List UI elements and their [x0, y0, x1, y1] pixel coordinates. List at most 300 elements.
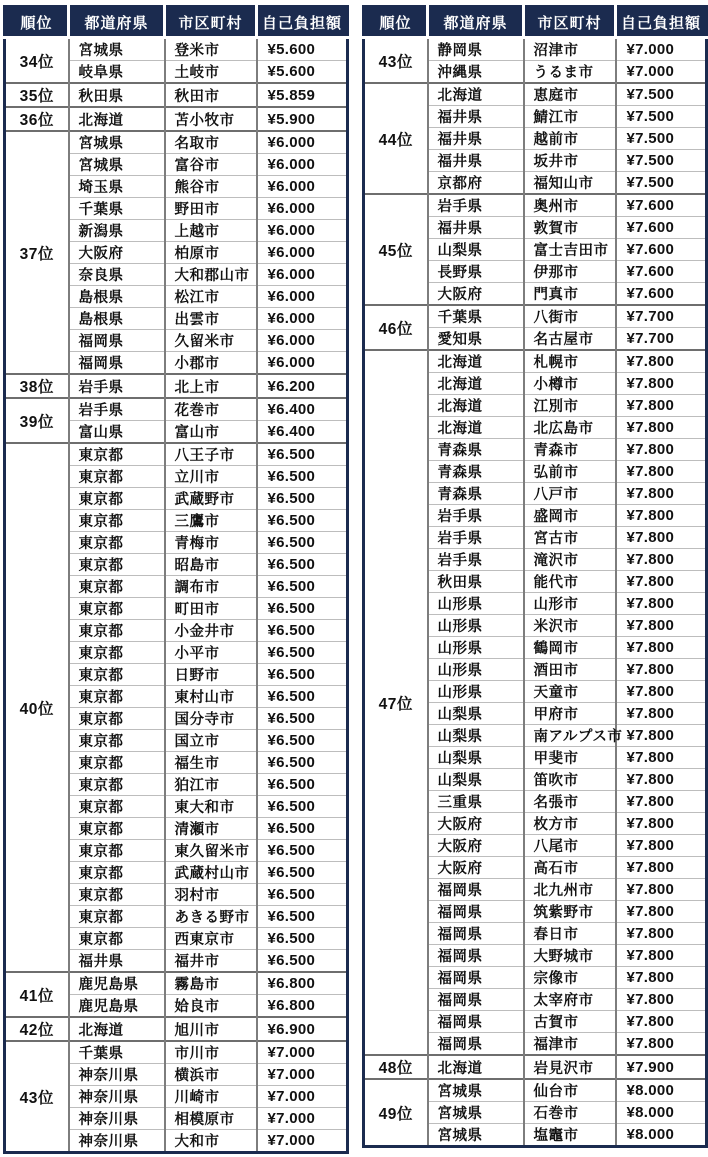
- amount-cell: ¥7.800: [616, 439, 707, 461]
- rank-cell: 43位: [364, 38, 428, 84]
- table-header-right: [364, 7, 707, 38]
- city-cell: 盛岡市: [524, 505, 616, 527]
- amount-cell: ¥7.500: [616, 106, 707, 128]
- table-row: [5, 83, 348, 107]
- table-row: [364, 350, 707, 373]
- amount-cell: ¥6.000: [257, 330, 348, 352]
- prefecture-cell: 北海道: [428, 373, 524, 395]
- header-city: 市区町村: [524, 7, 616, 38]
- city-cell: 甲府市: [524, 703, 616, 725]
- amount-cell: ¥6.000: [257, 286, 348, 308]
- prefecture-cell: 北海道: [428, 83, 524, 106]
- table-row: [5, 107, 348, 131]
- city-cell: 清瀬市: [165, 818, 257, 840]
- city-cell: 市川市: [165, 1041, 257, 1064]
- city-cell: 東久留米市: [165, 840, 257, 862]
- prefecture-cell: 東京都: [69, 510, 165, 532]
- city-cell: 大和郡山市: [165, 264, 257, 286]
- prefecture-cell: 北海道: [428, 417, 524, 439]
- header-amount: 自己負担額: [616, 7, 707, 38]
- prefecture-cell: 鹿児島県: [69, 972, 165, 995]
- amount-cell: ¥7.500: [616, 128, 707, 150]
- amount-cell: ¥7.800: [616, 989, 707, 1011]
- rank-table-left: [3, 5, 349, 1154]
- city-cell: 上越市: [165, 220, 257, 242]
- header-rank: 順位: [5, 7, 69, 38]
- amount-cell: ¥6.500: [257, 510, 348, 532]
- rank-cell: 42位: [5, 1017, 69, 1041]
- amount-cell: ¥6.200: [257, 374, 348, 398]
- city-cell: 武蔵村山市: [165, 862, 257, 884]
- prefecture-cell: 青森県: [428, 483, 524, 505]
- amount-cell: ¥7.500: [616, 172, 707, 195]
- prefecture-cell: 福岡県: [428, 1033, 524, 1056]
- rank-cell: 46位: [364, 305, 428, 350]
- prefecture-cell: 東京都: [69, 730, 165, 752]
- prefecture-cell: 北海道: [428, 350, 524, 373]
- prefecture-cell: 埼玉県: [69, 176, 165, 198]
- city-cell: 宗像市: [524, 967, 616, 989]
- prefecture-cell: 岩手県: [428, 194, 524, 217]
- table-row: [364, 1055, 707, 1079]
- city-cell: 八戸市: [524, 483, 616, 505]
- prefecture-cell: 東京都: [69, 686, 165, 708]
- table-row: [364, 1079, 707, 1102]
- amount-cell: ¥7.800: [616, 373, 707, 395]
- amount-cell: ¥6.800: [257, 995, 348, 1018]
- amount-cell: ¥6.500: [257, 950, 348, 973]
- prefecture-cell: 福岡県: [428, 901, 524, 923]
- prefecture-cell: 島根県: [69, 286, 165, 308]
- prefecture-cell: 青森県: [428, 439, 524, 461]
- amount-cell: ¥6.000: [257, 352, 348, 375]
- city-cell: 岩見沢市: [524, 1055, 616, 1079]
- city-cell: 富山市: [165, 421, 257, 444]
- prefecture-cell: 東京都: [69, 774, 165, 796]
- city-cell: 南アルプス市: [524, 725, 616, 747]
- city-cell: 伊那市: [524, 261, 616, 283]
- city-cell: 久留米市: [165, 330, 257, 352]
- prefecture-cell: 大阪府: [428, 283, 524, 306]
- city-cell: 小樽市: [524, 373, 616, 395]
- amount-cell: ¥7.000: [616, 61, 707, 84]
- amount-cell: ¥7.900: [616, 1055, 707, 1079]
- city-cell: 熊谷市: [165, 176, 257, 198]
- city-cell: 福井市: [165, 950, 257, 973]
- amount-cell: ¥7.800: [616, 725, 707, 747]
- city-cell: 川崎市: [165, 1086, 257, 1108]
- prefecture-cell: 宮城県: [428, 1079, 524, 1102]
- prefecture-cell: 山形県: [428, 593, 524, 615]
- amount-cell: ¥7.800: [616, 615, 707, 637]
- rank-cell: 47位: [364, 350, 428, 1055]
- amount-cell: ¥7.700: [616, 305, 707, 328]
- amount-cell: ¥7.800: [616, 571, 707, 593]
- amount-cell: ¥7.800: [616, 835, 707, 857]
- city-cell: 筑紫野市: [524, 901, 616, 923]
- city-cell: 敦賀市: [524, 217, 616, 239]
- amount-cell: ¥6.500: [257, 466, 348, 488]
- table-row: [5, 38, 348, 61]
- city-cell: 八街市: [524, 305, 616, 328]
- city-cell: 小金井市: [165, 620, 257, 642]
- amount-cell: ¥7.000: [257, 1130, 348, 1153]
- prefecture-cell: 千葉県: [69, 198, 165, 220]
- city-cell: 福知山市: [524, 172, 616, 195]
- prefecture-cell: 東京都: [69, 488, 165, 510]
- city-cell: 苫小牧市: [165, 107, 257, 131]
- header-row: [5, 7, 348, 38]
- amount-cell: ¥7.800: [616, 747, 707, 769]
- amount-cell: ¥7.800: [616, 659, 707, 681]
- rank-cell: 36位: [5, 107, 69, 131]
- amount-cell: ¥7.600: [616, 194, 707, 217]
- prefecture-cell: 山梨県: [428, 725, 524, 747]
- city-cell: 青森市: [524, 439, 616, 461]
- city-cell: 横浜市: [165, 1064, 257, 1086]
- rank-cell: 44位: [364, 83, 428, 194]
- amount-cell: ¥7.800: [616, 681, 707, 703]
- amount-cell: ¥7.800: [616, 769, 707, 791]
- amount-cell: ¥6.500: [257, 532, 348, 554]
- city-cell: 北九州市: [524, 879, 616, 901]
- prefecture-cell: 山梨県: [428, 769, 524, 791]
- amount-cell: ¥7.800: [616, 1033, 707, 1056]
- amount-cell: ¥5.600: [257, 38, 348, 61]
- city-cell: 旭川市: [165, 1017, 257, 1041]
- city-cell: 花巻市: [165, 398, 257, 421]
- prefecture-cell: 東京都: [69, 752, 165, 774]
- city-cell: 能代市: [524, 571, 616, 593]
- prefecture-cell: 大阪府: [69, 242, 165, 264]
- rank-cell: 49位: [364, 1079, 428, 1147]
- city-cell: 春日市: [524, 923, 616, 945]
- city-cell: 青梅市: [165, 532, 257, 554]
- city-cell: 高石市: [524, 857, 616, 879]
- prefecture-cell: 山梨県: [428, 747, 524, 769]
- amount-cell: ¥6.500: [257, 708, 348, 730]
- city-cell: 名取市: [165, 131, 257, 154]
- city-cell: 八尾市: [524, 835, 616, 857]
- amount-cell: ¥6.500: [257, 488, 348, 510]
- table-row: [5, 398, 348, 421]
- prefecture-cell: 福岡県: [69, 330, 165, 352]
- amount-cell: ¥6.500: [257, 796, 348, 818]
- city-cell: 松江市: [165, 286, 257, 308]
- amount-cell: ¥7.800: [616, 350, 707, 373]
- prefecture-cell: 岩手県: [428, 549, 524, 571]
- city-cell: 酒田市: [524, 659, 616, 681]
- city-cell: 武蔵野市: [165, 488, 257, 510]
- prefecture-cell: 鹿児島県: [69, 995, 165, 1018]
- prefecture-cell: 東京都: [69, 532, 165, 554]
- prefecture-cell: 宮城県: [69, 154, 165, 176]
- amount-cell: ¥7.000: [616, 38, 707, 61]
- table-row: [5, 972, 348, 995]
- table-row: [5, 374, 348, 398]
- prefecture-cell: 東京都: [69, 906, 165, 928]
- city-cell: 富士吉田市: [524, 239, 616, 261]
- amount-cell: ¥7.800: [616, 637, 707, 659]
- amount-cell: ¥6.500: [257, 752, 348, 774]
- city-cell: 立川市: [165, 466, 257, 488]
- city-cell: 富谷市: [165, 154, 257, 176]
- city-cell: 太宰府市: [524, 989, 616, 1011]
- amount-cell: ¥7.600: [616, 261, 707, 283]
- amount-cell: ¥6.000: [257, 264, 348, 286]
- amount-cell: ¥8.000: [616, 1124, 707, 1147]
- table-row: [364, 38, 707, 61]
- prefecture-cell: 東京都: [69, 862, 165, 884]
- amount-cell: ¥7.800: [616, 417, 707, 439]
- header-rank: 順位: [364, 7, 428, 38]
- prefecture-cell: 山梨県: [428, 703, 524, 725]
- city-cell: 弘前市: [524, 461, 616, 483]
- city-cell: あきる野市: [165, 906, 257, 928]
- rank-cell: 48位: [364, 1055, 428, 1079]
- city-cell: 狛江市: [165, 774, 257, 796]
- prefecture-cell: 福岡県: [69, 352, 165, 375]
- prefecture-cell: 大阪府: [428, 813, 524, 835]
- amount-cell: ¥6.500: [257, 554, 348, 576]
- city-cell: 名張市: [524, 791, 616, 813]
- amount-cell: ¥6.000: [257, 176, 348, 198]
- table-row: [364, 194, 707, 217]
- prefecture-cell: 神奈川県: [69, 1064, 165, 1086]
- amount-cell: ¥7.000: [257, 1064, 348, 1086]
- city-cell: 日野市: [165, 664, 257, 686]
- prefecture-cell: 福井県: [428, 150, 524, 172]
- city-cell: 北広島市: [524, 417, 616, 439]
- city-cell: 小平市: [165, 642, 257, 664]
- amount-cell: ¥6.000: [257, 131, 348, 154]
- amount-cell: ¥6.500: [257, 642, 348, 664]
- table-row: [5, 1017, 348, 1041]
- city-cell: 柏原市: [165, 242, 257, 264]
- city-cell: 笛吹市: [524, 769, 616, 791]
- prefecture-cell: 神奈川県: [69, 1086, 165, 1108]
- city-cell: 東大和市: [165, 796, 257, 818]
- table-row: [364, 83, 707, 106]
- amount-cell: ¥7.800: [616, 703, 707, 725]
- amount-cell: ¥7.800: [616, 1011, 707, 1033]
- amount-cell: ¥6.500: [257, 576, 348, 598]
- amount-cell: ¥7.600: [616, 217, 707, 239]
- amount-cell: ¥6.500: [257, 862, 348, 884]
- amount-cell: ¥7.600: [616, 239, 707, 261]
- prefecture-cell: 宮城県: [69, 38, 165, 61]
- prefecture-cell: 福岡県: [428, 923, 524, 945]
- prefecture-cell: 東京都: [69, 840, 165, 862]
- prefecture-cell: 山形県: [428, 637, 524, 659]
- city-cell: 福生市: [165, 752, 257, 774]
- city-cell: 沼津市: [524, 38, 616, 61]
- city-cell: 鶴岡市: [524, 637, 616, 659]
- city-cell: 八王子市: [165, 443, 257, 466]
- city-cell: 札幌市: [524, 350, 616, 373]
- prefecture-cell: 東京都: [69, 818, 165, 840]
- prefecture-cell: 宮城県: [428, 1102, 524, 1124]
- city-cell: 羽村市: [165, 884, 257, 906]
- city-cell: 奥州市: [524, 194, 616, 217]
- prefecture-cell: 岩手県: [69, 398, 165, 421]
- amount-cell: ¥6.500: [257, 774, 348, 796]
- prefecture-cell: 東京都: [69, 466, 165, 488]
- city-cell: 土岐市: [165, 61, 257, 84]
- amount-cell: ¥6.500: [257, 884, 348, 906]
- prefecture-cell: 福井県: [69, 950, 165, 973]
- amount-cell: ¥6.400: [257, 398, 348, 421]
- amount-cell: ¥7.800: [616, 593, 707, 615]
- prefecture-cell: 東京都: [69, 928, 165, 950]
- prefecture-cell: 千葉県: [69, 1041, 165, 1064]
- city-cell: 三鷹市: [165, 510, 257, 532]
- prefecture-cell: 東京都: [69, 708, 165, 730]
- prefecture-cell: 愛知県: [428, 328, 524, 351]
- amount-cell: ¥5.859: [257, 83, 348, 107]
- amount-cell: ¥7.800: [616, 879, 707, 901]
- prefecture-cell: 東京都: [69, 598, 165, 620]
- prefecture-cell: 大阪府: [428, 857, 524, 879]
- amount-cell: ¥7.800: [616, 549, 707, 571]
- prefecture-cell: 福岡県: [428, 967, 524, 989]
- city-cell: 相模原市: [165, 1108, 257, 1130]
- table-body-left: [5, 38, 348, 1153]
- amount-cell: ¥6.500: [257, 620, 348, 642]
- prefecture-cell: 東京都: [69, 576, 165, 598]
- prefecture-cell: 福岡県: [428, 989, 524, 1011]
- amount-cell: ¥7.000: [257, 1041, 348, 1064]
- amount-cell: ¥7.800: [616, 901, 707, 923]
- prefecture-cell: 山形県: [428, 659, 524, 681]
- header-prefecture: 都道府県: [69, 7, 165, 38]
- amount-cell: ¥6.500: [257, 928, 348, 950]
- city-cell: 恵庭市: [524, 83, 616, 106]
- amount-cell: ¥7.500: [616, 83, 707, 106]
- amount-cell: ¥6.500: [257, 730, 348, 752]
- rank-cell: 38位: [5, 374, 69, 398]
- prefecture-cell: 奈良県: [69, 264, 165, 286]
- table-row: [5, 1041, 348, 1064]
- prefecture-cell: 京都府: [428, 172, 524, 195]
- amount-cell: ¥6.000: [257, 198, 348, 220]
- rank-cell: 39位: [5, 398, 69, 443]
- amount-cell: ¥6.000: [257, 242, 348, 264]
- prefecture-cell: 神奈川県: [69, 1108, 165, 1130]
- prefecture-cell: 北海道: [69, 1017, 165, 1041]
- city-cell: 登米市: [165, 38, 257, 61]
- city-cell: 大和市: [165, 1130, 257, 1153]
- prefecture-cell: 福井県: [428, 217, 524, 239]
- rank-cell: 41位: [5, 972, 69, 1017]
- amount-cell: ¥7.800: [616, 483, 707, 505]
- prefecture-cell: 三重県: [428, 791, 524, 813]
- city-cell: 姶良市: [165, 995, 257, 1018]
- city-cell: 石巻市: [524, 1102, 616, 1124]
- amount-cell: ¥7.800: [616, 791, 707, 813]
- prefecture-cell: 岩手県: [428, 505, 524, 527]
- prefecture-cell: 岩手県: [428, 527, 524, 549]
- prefecture-cell: 福井県: [428, 106, 524, 128]
- amount-cell: ¥6.000: [257, 308, 348, 330]
- prefecture-cell: 東京都: [69, 664, 165, 686]
- prefecture-cell: 北海道: [428, 1055, 524, 1079]
- amount-cell: ¥8.000: [616, 1079, 707, 1102]
- prefecture-cell: 北海道: [428, 395, 524, 417]
- city-cell: 小郡市: [165, 352, 257, 375]
- amount-cell: ¥7.800: [616, 967, 707, 989]
- prefecture-cell: 長野県: [428, 261, 524, 283]
- amount-cell: ¥6.500: [257, 686, 348, 708]
- amount-cell: ¥5.600: [257, 61, 348, 84]
- header-prefecture: 都道府県: [428, 7, 524, 38]
- amount-cell: ¥6.000: [257, 220, 348, 242]
- city-cell: 野田市: [165, 198, 257, 220]
- amount-cell: ¥7.500: [616, 150, 707, 172]
- prefecture-cell: 大阪府: [428, 835, 524, 857]
- amount-cell: ¥6.500: [257, 906, 348, 928]
- table-header-left: [5, 7, 348, 38]
- rank-cell: 34位: [5, 38, 69, 84]
- prefecture-cell: 山形県: [428, 615, 524, 637]
- prefecture-cell: 東京都: [69, 884, 165, 906]
- city-cell: 秋田市: [165, 83, 257, 107]
- city-cell: 西東京市: [165, 928, 257, 950]
- prefecture-cell: 岩手県: [69, 374, 165, 398]
- prefecture-cell: 東京都: [69, 443, 165, 466]
- city-cell: 東村山市: [165, 686, 257, 708]
- prefecture-cell: 東京都: [69, 554, 165, 576]
- table-row: [5, 131, 348, 154]
- city-cell: 坂井市: [524, 150, 616, 172]
- city-cell: 出雲市: [165, 308, 257, 330]
- amount-cell: ¥7.800: [616, 857, 707, 879]
- city-cell: 門真市: [524, 283, 616, 306]
- city-cell: 鯖江市: [524, 106, 616, 128]
- prefecture-cell: 神奈川県: [69, 1130, 165, 1153]
- prefecture-cell: 秋田県: [428, 571, 524, 593]
- city-cell: 甲斐市: [524, 747, 616, 769]
- rank-table-right: [362, 5, 708, 1148]
- amount-cell: ¥7.800: [616, 461, 707, 483]
- prefecture-cell: 東京都: [69, 620, 165, 642]
- prefecture-cell: 福岡県: [428, 879, 524, 901]
- prefecture-cell: 福岡県: [428, 1011, 524, 1033]
- city-cell: 昭島市: [165, 554, 257, 576]
- city-cell: 国分寺市: [165, 708, 257, 730]
- city-cell: 越前市: [524, 128, 616, 150]
- amount-cell: ¥7.800: [616, 395, 707, 417]
- city-cell: 大野城市: [524, 945, 616, 967]
- prefecture-cell: 岐阜県: [69, 61, 165, 84]
- amount-cell: ¥8.000: [616, 1102, 707, 1124]
- amount-cell: ¥6.500: [257, 840, 348, 862]
- amount-cell: ¥7.800: [616, 527, 707, 549]
- amount-cell: ¥7.800: [616, 923, 707, 945]
- amount-cell: ¥7.700: [616, 328, 707, 351]
- city-cell: 米沢市: [524, 615, 616, 637]
- city-cell: 天童市: [524, 681, 616, 703]
- prefecture-cell: 東京都: [69, 796, 165, 818]
- amount-cell: ¥6.800: [257, 972, 348, 995]
- header-row: [364, 7, 707, 38]
- city-cell: 名古屋市: [524, 328, 616, 351]
- city-cell: 古賀市: [524, 1011, 616, 1033]
- city-cell: 枚方市: [524, 813, 616, 835]
- city-cell: 北上市: [165, 374, 257, 398]
- rank-cell: 45位: [364, 194, 428, 305]
- city-cell: 滝沢市: [524, 549, 616, 571]
